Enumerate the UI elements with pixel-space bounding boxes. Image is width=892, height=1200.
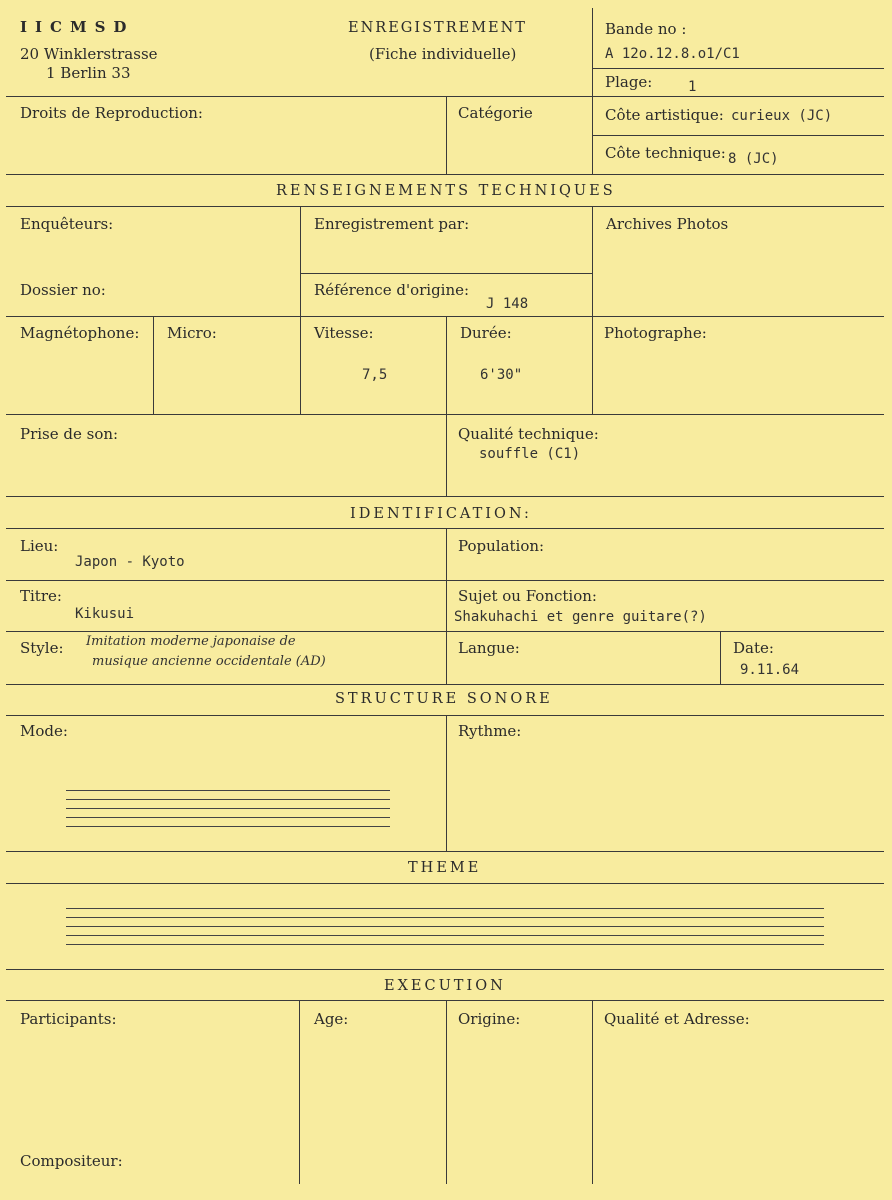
rule — [446, 96, 447, 174]
origine-label: Origine: — [458, 1010, 521, 1028]
lieu-value: Japon - Kyoto — [75, 554, 185, 570]
archives-photos-label: Archives Photos — [606, 215, 729, 233]
rule — [6, 580, 884, 581]
vitesse-label: Vitesse: — [314, 324, 374, 342]
vitesse-value: 7,5 — [362, 367, 388, 383]
rule — [592, 1000, 593, 1184]
photographe-label: Photographe: — [604, 324, 707, 342]
rule — [6, 174, 884, 175]
rule — [446, 715, 447, 851]
style-label: Style: — [20, 639, 64, 657]
micro-label: Micro: — [167, 324, 217, 342]
theme-staff-line — [66, 926, 824, 927]
droits-label: Droits de Reproduction: — [20, 104, 203, 122]
style-value-line2: musique ancienne occidentale (AD) — [92, 654, 326, 669]
address-line1: 20 Winklerstrasse — [20, 45, 158, 63]
cote-technique-label: Côte technique: — [605, 144, 726, 162]
card-title: ENREGISTREMENT — [348, 20, 527, 36]
rule — [6, 528, 884, 529]
rule — [6, 715, 884, 716]
rule — [446, 414, 447, 496]
mode-staff-line — [66, 817, 390, 818]
rule — [299, 1000, 300, 1184]
rule — [300, 273, 592, 274]
rule — [6, 883, 884, 884]
enregistrement-par-label: Enregistrement par: — [314, 215, 470, 233]
execution-section-title: EXECUTION — [384, 978, 506, 994]
theme-section-title: THEME — [408, 860, 482, 876]
cote-artistique-label: Côte artistique: — [605, 106, 724, 124]
rule — [6, 969, 884, 970]
sujet-label: Sujet ou Fonction: — [458, 587, 597, 605]
qualite-adresse-label: Qualité et Adresse: — [604, 1010, 750, 1028]
structure-section-title: STRUCTURE SONORE — [335, 691, 553, 707]
mode-label: Mode: — [20, 722, 68, 740]
prise-de-son-label: Prise de son: — [20, 425, 119, 443]
plage-label: Plage: — [605, 73, 653, 91]
theme-staff-line — [66, 944, 824, 945]
duree-label: Durée: — [460, 324, 512, 342]
rule — [592, 135, 884, 136]
rule — [720, 631, 721, 684]
reference-value: J 148 — [486, 296, 529, 312]
rule — [6, 684, 884, 685]
population-label: Population: — [458, 537, 545, 555]
rule — [153, 316, 154, 414]
theme-staff-line — [66, 935, 824, 936]
reference-label: Référence d'origine: — [314, 281, 470, 299]
rule — [592, 8, 593, 174]
mode-staff-line — [66, 826, 390, 827]
titre-value: Kikusui — [75, 606, 135, 622]
date-value: 9.11.64 — [740, 662, 800, 678]
cote-technique-value: 8 (JC) — [728, 151, 779, 167]
rythme-label: Rythme: — [458, 722, 522, 740]
bande-label: Bande no : — [605, 20, 687, 38]
mode-staff-line — [66, 799, 390, 800]
participants-label: Participants: — [20, 1010, 117, 1028]
rule — [446, 1000, 447, 1184]
bande-value: A 12o.12.8.o1/C1 — [605, 46, 740, 62]
plage-value: 1 — [688, 79, 697, 95]
rule — [446, 316, 447, 414]
compositeur-label: Compositeur: — [20, 1152, 123, 1170]
langue-label: Langue: — [458, 639, 520, 657]
duree-value: 6'30" — [480, 367, 523, 383]
rule — [6, 206, 884, 207]
rule — [6, 96, 884, 97]
identification-section-title: IDENTIFICATION: — [350, 506, 532, 522]
institute-logo: IICMSD — [20, 18, 135, 36]
lieu-label: Lieu: — [20, 537, 59, 555]
titre-label: Titre: — [20, 587, 62, 605]
qualite-technique-label: Qualité technique: — [458, 425, 599, 443]
style-value-line1: Imitation moderne japonaise de — [86, 634, 296, 649]
age-label: Age: — [314, 1010, 349, 1028]
theme-staff-line — [66, 908, 824, 909]
mode-staff-line — [66, 790, 390, 791]
rule — [6, 496, 884, 497]
mode-staff-line — [66, 808, 390, 809]
cote-artistique-value: curieux (JC) — [731, 108, 833, 124]
rule — [300, 206, 301, 414]
qualite-technique-value: souffle (C1) — [479, 446, 581, 462]
rule — [6, 316, 884, 317]
rule — [592, 206, 593, 414]
rule — [592, 68, 884, 69]
card-subtitle: (Fiche individuelle) — [369, 45, 517, 63]
sujet-value: Shakuhachi et genre guitare(?) — [454, 609, 707, 625]
address-line2: 1 Berlin 33 — [46, 64, 131, 82]
magnetophone-label: Magnétophone: — [20, 324, 140, 342]
rule — [446, 528, 447, 684]
rule — [6, 851, 884, 852]
rule — [6, 414, 884, 415]
dossier-label: Dossier no: — [20, 281, 106, 299]
technical-section-title: RENSEIGNEMENTS TECHNIQUES — [276, 183, 616, 199]
date-label: Date: — [733, 639, 774, 657]
enqueteurs-label: Enquêteurs: — [20, 215, 114, 233]
categorie-label: Catégorie — [458, 104, 533, 122]
theme-staff-line — [66, 917, 824, 918]
rule — [6, 1000, 884, 1001]
rule — [6, 631, 884, 632]
